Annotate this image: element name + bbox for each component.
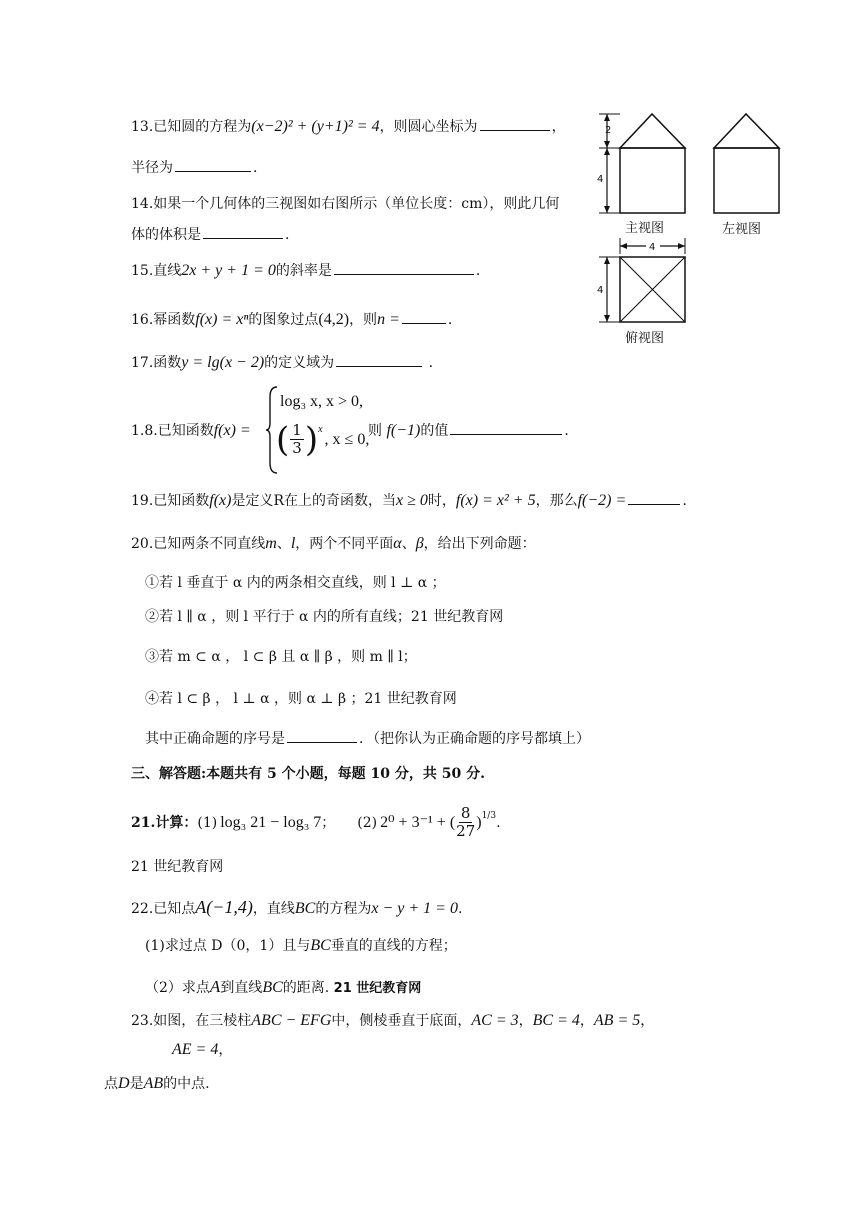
answer-blank[interactable]: [175, 157, 251, 172]
top-view: [597, 257, 685, 322]
q23-line1: 23.如图，在三棱柱ABC − EFG中，侧棱垂直于底面，AC = 3，BC = 4，AB = 5，: [131, 1012, 655, 1029]
q13-line1: 13.已知圆的方程为(x−2)² + (y+1)² = 4，则圆心坐标为 ，: [131, 118, 566, 135]
three-view-figure: [595, 108, 800, 348]
q21-line: 21.计算： (1) log₃ 21 − log₃ 7 ； (2) 2⁰ + 3⁻¹ + ( $\frac{8}{27}$ ) $^{1/3}$ .: [131, 804, 501, 840]
q13-equation: (x−2)² + (y+1)² = 4: [251, 118, 380, 135]
front-view: [597, 114, 685, 213]
left-view-label: 左视图: [722, 222, 762, 237]
answer-blank[interactable]: [450, 420, 562, 435]
q18-label: 1.8.已知函数f(x) =: [131, 422, 251, 439]
q15-line: 15.直线2x + y + 1 = 0的斜率是 .: [131, 262, 481, 279]
dim-label: 2: [605, 125, 612, 136]
q18-case1: log₃ x, x > 0,: [280, 393, 364, 410]
front-view-label: 主视图: [625, 221, 665, 236]
q14-line1: 14.如果一个几何体的三视图如右图所示（单位长度：cm），则此几何: [131, 196, 560, 212]
q20-intro: 20.已知两条不同直线m、l，两个不同平面α、β，给出下列命题：: [131, 535, 536, 552]
q18-tail: 则 f(−1)的值 .: [368, 422, 569, 439]
q20-item-3: ③若 m ⊂ α ， l ⊂ β 且 α ∥ β ，则 m ∥ l；: [145, 649, 417, 665]
q22-sub1: (1)求过点 D（0，1）且与BC垂直的直线的方程；: [145, 937, 457, 954]
left-view: [714, 114, 779, 213]
top-view-label: 俯视图: [625, 331, 665, 346]
watermark-text: 21 世纪教育网: [131, 859, 224, 875]
q19-line: 19.已知函数f(x)是定义R在上的奇函数，当x ≥ 0时，f(x) = x² + 5，那么f(−2) = .: [131, 492, 687, 509]
q14-line2: 体的体积是 .: [131, 224, 289, 246]
q13-line2: 半径为 .: [131, 157, 257, 179]
q16-line: 16.幂函数f(x) = xⁿ的图象过点(4,2)，则n = .: [131, 311, 453, 328]
answer-blank[interactable]: [203, 224, 283, 239]
q20-answer: 其中正确命题的序号是 ．（把你认为正确命题的序号都填上）: [145, 728, 590, 750]
answer-blank[interactable]: [628, 490, 680, 505]
q23-line3: 点D是AB的中点.: [104, 1075, 210, 1092]
q23-line2: AE = 4，: [172, 1041, 233, 1058]
answer-blank[interactable]: [336, 352, 422, 367]
q20-item-2: ②若 l ∥ α ，则 l 平行于 α 内的所有直线；21 世纪教育网: [145, 609, 504, 625]
q17-line: 17.函数y = lg(x − 2)的定义域为 .: [131, 354, 434, 371]
section-3-heading: 三、解答题:本题共有 5 个小题，每题 10 分，共 50 分.: [131, 766, 485, 782]
dim-label: 4: [597, 285, 604, 296]
q20-item-1: ①若 l 垂直于 α 内的两条相交直线，则 l ⊥ α ；: [145, 575, 446, 591]
q18-case2: ( $\frac{1}{3}$ ) $^x$ , x ≤ 0,: [276, 419, 370, 460]
q22-line: 22.已知点A(−1,4)，直线BC的方程为x − y + 1 = 0.: [131, 897, 463, 917]
answer-blank[interactable]: [480, 116, 550, 131]
dim-label: 4: [597, 174, 604, 185]
answer-blank[interactable]: [334, 260, 474, 275]
q20-item-4: ④若 l ⊂ β ， l ⊥ α ，则 α ⊥ β ；21 世纪教育网: [145, 691, 457, 707]
answer-blank[interactable]: [402, 309, 446, 324]
answer-blank[interactable]: [287, 728, 357, 743]
q22-sub2: （2）求点A到直线BC的距离. 21 世纪教育网: [145, 977, 422, 996]
dim-label: 4: [649, 242, 656, 253]
